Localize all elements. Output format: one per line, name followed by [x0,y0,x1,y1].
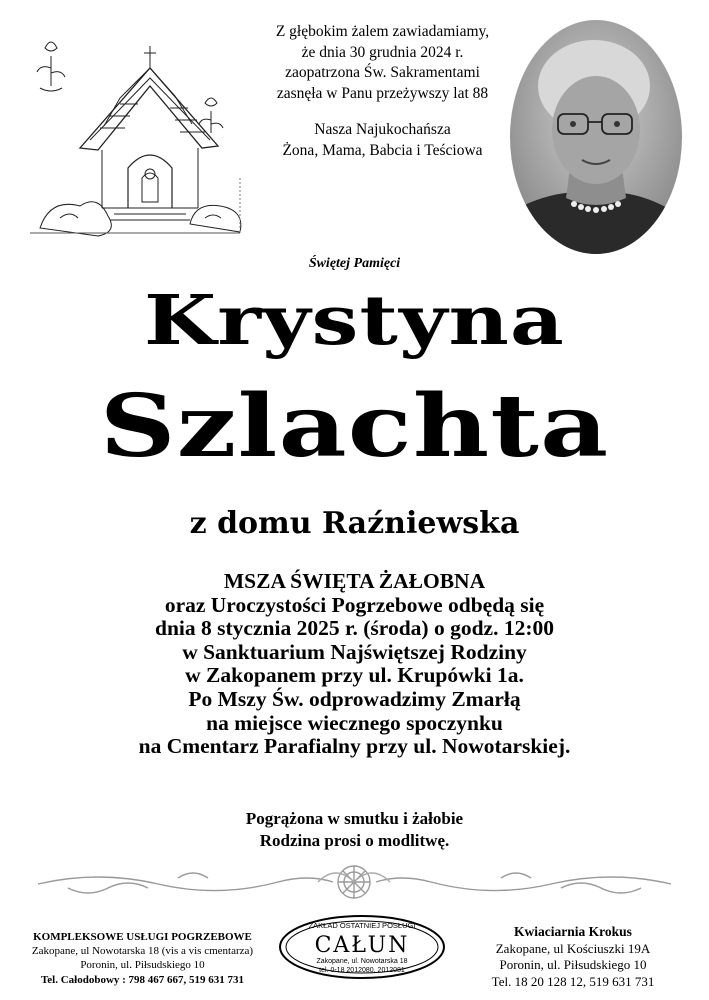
family-message [0,808,709,852]
logo-address: Zakopane, ul. Nowotarska 18 [316,958,408,965]
calun-logo [277,914,447,980]
logo-name: CAŁUN [314,933,410,958]
mass-line: dnia 8 stycznia 2025 r. (środa) o godz. 12:00 [155,616,554,641]
funeral-home-title: KOMPLEKSOWE USŁUGI POGRZEBOWE [33,931,252,943]
logo-top-text: ZAKŁAD OSTATNIEJ POSŁUGI [308,921,416,930]
first-name: Krystyna [143,281,566,361]
intro-line: zaopatrzona Św. Sakramentami [285,64,480,81]
mass-line: MSZA ŚWIĘTA ŻAŁOBNA [223,569,486,593]
mass-line: na miejsce wiecznego spoczynku [206,710,503,735]
funeral-home-address: Poronin, ul. Piłsudskiego 10 [80,959,205,972]
last-name: Szlachta [99,376,610,477]
mass-line: w Sanktuarium Najświętszej Rodziny [182,639,527,664]
florist-address: Poronin, ul. Piłsudskiego 10 [499,957,647,972]
intro-line: że dnia 30 grudnia 2024 r. [301,43,464,61]
florist-info [448,924,698,990]
florist-title: Kwiaciarnia Krokus [514,924,632,939]
in-memory-label: Świętej Pamięci [308,256,401,271]
mass-info [0,570,709,759]
intro-line: Z głębokim żalem zawiadamiamy, [275,23,490,40]
mass-line: oraz Uroczystości Pogrzebowe odbędą się [164,592,545,617]
family-line: Rodzina prosi o modlitwę. [259,831,450,850]
portrait-photo [508,18,684,256]
mass-line: na Cmentarz Parafialny przy ul. Nowotarskiej. [138,734,571,759]
maiden-name: z domu Raźniewska [189,506,520,541]
chapel-illustration [20,28,250,243]
family-line: Pogrążona w smutku i żałobie [245,809,464,828]
ornament-divider [28,858,681,906]
intro-text [240,22,525,161]
intro-line: Nasza Najukochańsza [314,121,451,138]
intro-line: zasnęła w Panu przeżywszy lat 88 [276,84,489,102]
funeral-home-info [10,930,275,987]
florist-phone: Tel. 18 20 128 12, 519 631 731 [491,973,655,989]
funeral-home-address: Zakopane, ul Nowotarska 18 (vis a vis cmentarza) [31,945,254,958]
florist-address: Zakopane, ul Kościuszki 19A [495,940,651,956]
mass-line: Po Mszy Św. odprowadzimy Zmarłą [188,686,521,711]
mass-line: w Zakopanem przy ul. Krupówki 1a. [185,663,524,688]
funeral-home-phone: Tel. Całodobowy : 798 467 667, 519 631 731 [40,973,245,986]
intro-line: Żona, Mama, Babcia i Teściowa [282,141,483,159]
logo-phone: tel. 0-18 2012080, 2012081 [319,967,405,974]
